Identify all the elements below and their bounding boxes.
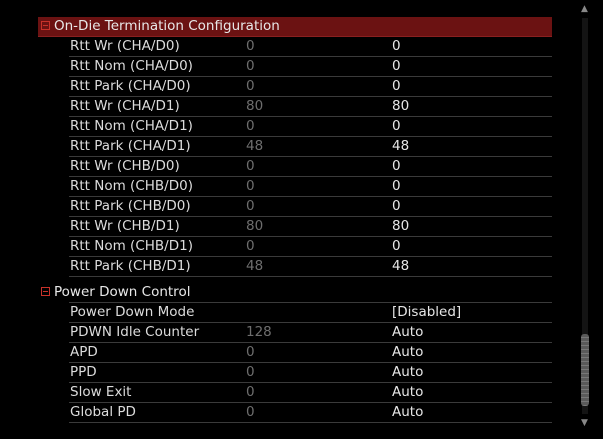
setting-current-value: 0 xyxy=(246,238,255,254)
setting-row[interactable] xyxy=(69,383,552,403)
setting-name: Rtt Wr (CHB/D0) xyxy=(70,158,180,174)
setting-value[interactable]: [Disabled] xyxy=(392,304,462,320)
setting-value[interactable]: Auto xyxy=(392,364,424,380)
setting-name: Rtt Wr (CHA/D0) xyxy=(70,38,180,54)
setting-name: Rtt Park (CHA/D0) xyxy=(70,78,191,94)
section-title: Power Down Control xyxy=(54,284,191,300)
setting-row[interactable] xyxy=(69,37,552,57)
setting-row[interactable] xyxy=(69,257,552,277)
collapse-icon[interactable] xyxy=(41,287,50,296)
setting-row[interactable] xyxy=(69,77,552,97)
setting-row[interactable] xyxy=(69,343,552,363)
setting-current-value: 0 xyxy=(246,158,255,174)
setting-name: Rtt Nom (CHA/D0) xyxy=(70,58,193,74)
section-power-down xyxy=(38,283,552,423)
setting-current-value: 0 xyxy=(246,38,255,54)
setting-name: PPD xyxy=(70,364,97,380)
setting-value[interactable]: Auto xyxy=(392,344,424,360)
setting-value[interactable]: 0 xyxy=(392,158,401,174)
setting-name: Rtt Nom (CHB/D0) xyxy=(70,178,193,194)
setting-row[interactable] xyxy=(69,157,552,177)
setting-name: Rtt Wr (CHA/D1) xyxy=(70,98,180,114)
scroll-thumb[interactable] xyxy=(581,334,589,406)
setting-value[interactable]: 48 xyxy=(392,258,410,274)
setting-name: Slow Exit xyxy=(70,384,132,400)
setting-current-value: 0 xyxy=(246,384,255,400)
collapse-icon[interactable] xyxy=(41,21,50,30)
setting-name: Rtt Park (CHB/D1) xyxy=(70,258,191,274)
setting-value[interactable]: 48 xyxy=(392,138,410,154)
setting-row[interactable] xyxy=(69,237,552,257)
setting-value[interactable]: 0 xyxy=(392,78,401,94)
setting-value[interactable]: 0 xyxy=(392,58,401,74)
section-odt xyxy=(38,17,552,277)
setting-value[interactable]: 0 xyxy=(392,38,401,54)
setting-row[interactable] xyxy=(69,137,552,157)
setting-row[interactable] xyxy=(69,117,552,137)
chevron-up-icon[interactable]: ▲ xyxy=(581,4,588,14)
setting-name: Rtt Nom (CHA/D1) xyxy=(70,118,193,134)
setting-name: PDWN Idle Counter xyxy=(70,324,200,340)
setting-current-value: 0 xyxy=(246,198,255,214)
setting-current-value: 0 xyxy=(246,344,255,360)
setting-current-value: 128 xyxy=(246,324,272,340)
setting-current-value: 48 xyxy=(246,258,264,274)
setting-row[interactable] xyxy=(69,403,552,423)
setting-name: Rtt Nom (CHB/D1) xyxy=(70,238,193,254)
chevron-down-icon[interactable]: ▼ xyxy=(581,418,588,428)
setting-row[interactable] xyxy=(69,97,552,117)
setting-row[interactable] xyxy=(69,323,552,343)
setting-row[interactable] xyxy=(69,197,552,217)
setting-value[interactable]: 80 xyxy=(392,218,410,234)
setting-name: Global PD xyxy=(70,404,136,420)
scrollbar[interactable] xyxy=(578,0,592,439)
setting-current-value: 80 xyxy=(246,98,264,114)
setting-current-value: 0 xyxy=(246,364,255,380)
setting-current-value: 0 xyxy=(246,178,255,194)
setting-name: Rtt Wr (CHB/D1) xyxy=(70,218,180,234)
setting-value[interactable]: 80 xyxy=(392,98,410,114)
setting-name: Rtt Park (CHB/D0) xyxy=(70,198,191,214)
setting-value[interactable]: 0 xyxy=(392,198,401,214)
setting-current-value: 0 xyxy=(246,78,255,94)
setting-current-value: 0 xyxy=(246,404,255,420)
setting-current-value: 80 xyxy=(246,218,264,234)
setting-current-value: 0 xyxy=(246,58,255,74)
setting-name: APD xyxy=(70,344,98,360)
section-title: On-Die Termination Configuration xyxy=(54,18,280,34)
setting-value[interactable]: 0 xyxy=(392,178,401,194)
setting-value[interactable]: 0 xyxy=(392,238,401,254)
setting-row[interactable] xyxy=(69,57,552,77)
setting-row[interactable] xyxy=(69,217,552,237)
setting-current-value: 0 xyxy=(246,118,255,134)
setting-row[interactable] xyxy=(69,177,552,197)
setting-name: Power Down Mode xyxy=(70,304,195,320)
section-header-power-down[interactable] xyxy=(38,283,552,302)
settings-panel xyxy=(38,0,552,439)
section-header-odt[interactable] xyxy=(38,17,552,37)
setting-current-value: 48 xyxy=(246,138,264,154)
setting-name: Rtt Park (CHA/D1) xyxy=(70,138,191,154)
setting-row[interactable] xyxy=(69,363,552,383)
setting-value[interactable]: Auto xyxy=(392,324,424,340)
setting-row[interactable] xyxy=(69,302,552,323)
setting-value[interactable]: 0 xyxy=(392,118,401,134)
setting-value[interactable]: Auto xyxy=(392,384,424,400)
setting-value[interactable]: Auto xyxy=(392,404,424,420)
